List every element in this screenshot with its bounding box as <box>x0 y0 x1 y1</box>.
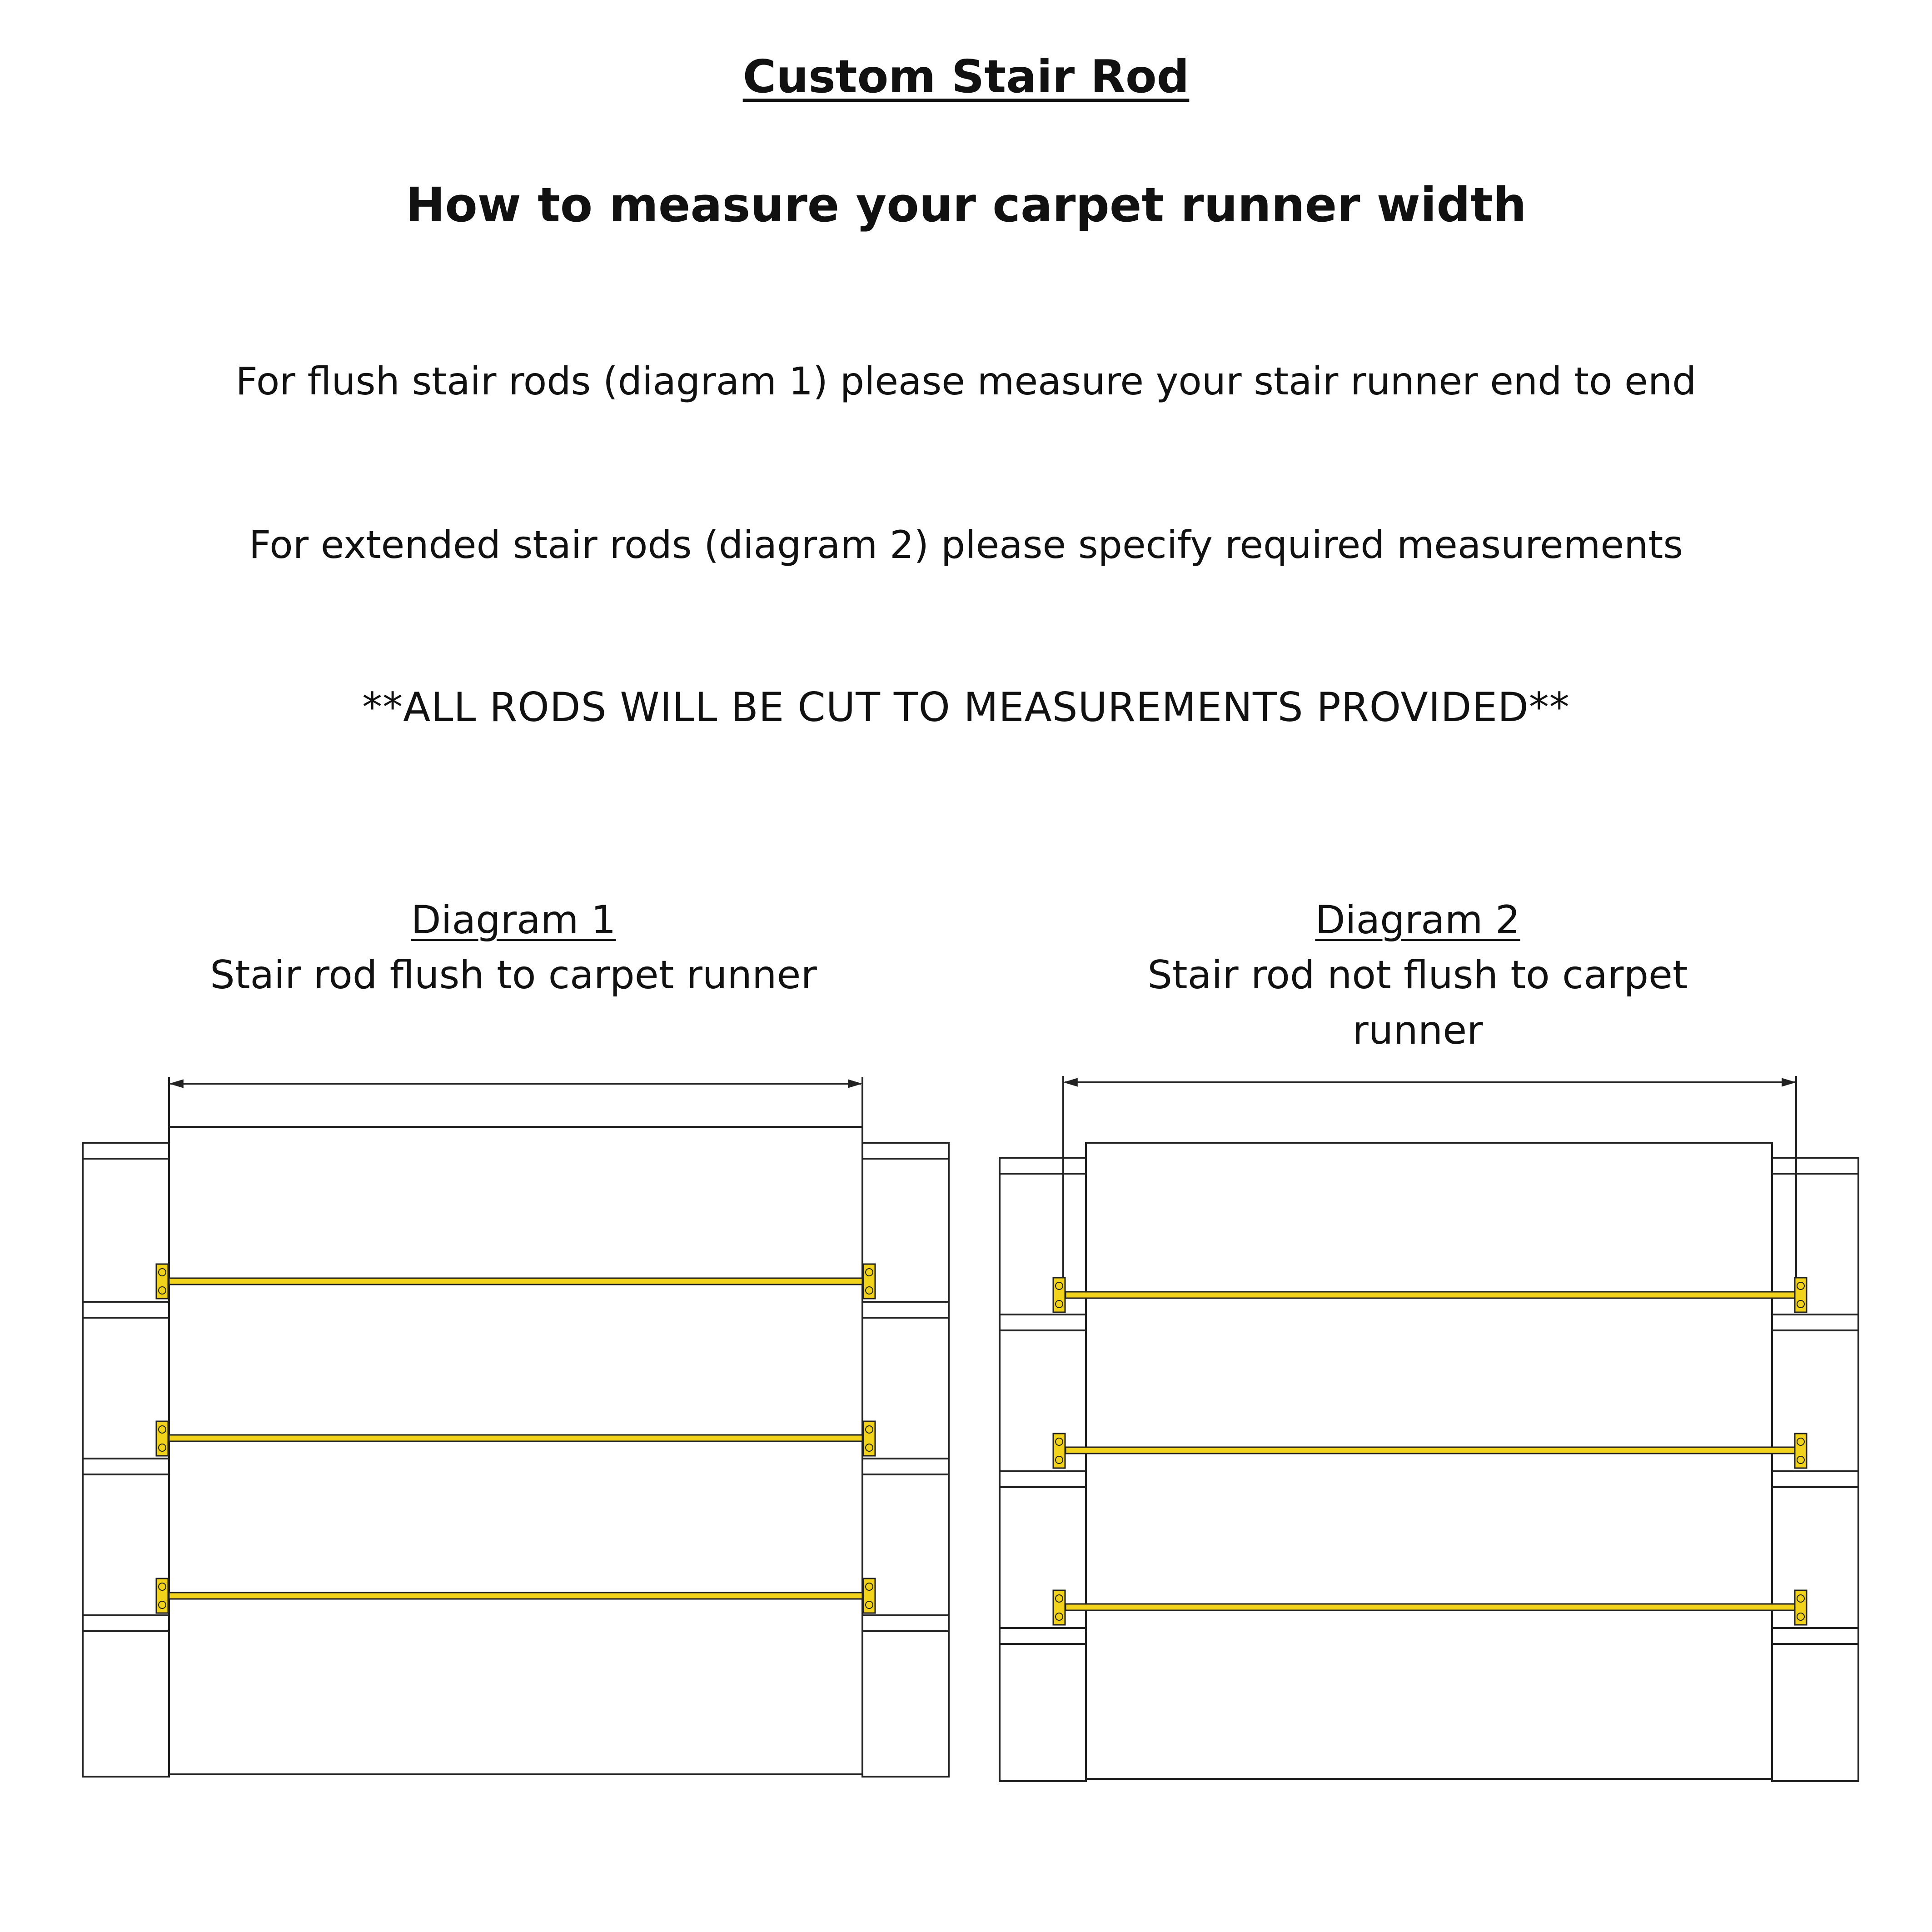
diagram-1-rod-2 <box>169 1435 862 1441</box>
diagram-1-carpet-runner <box>169 1127 862 1774</box>
diagram-1-bracket <box>863 1264 875 1299</box>
diagram-1-left-stringer <box>83 1143 169 1777</box>
diagram-2-rod-1 <box>1066 1292 1795 1298</box>
cut-notice: **ALL RODS WILL BE CUT TO MEASUREMENTS PROVIDED** <box>362 684 1570 731</box>
diagram-2-rod-3 <box>1066 1604 1795 1610</box>
diagram-2-bracket <box>1053 1278 1065 1312</box>
diagram-1-caption: Stair rod flush to carpet runner <box>210 952 817 998</box>
diagram-2-title: Diagram 2 <box>1315 897 1520 943</box>
instruction-flush: For flush stair rods (diagram 1) please measure your stair runner end to end <box>235 359 1697 403</box>
diagram-2-rod-2 <box>1066 1447 1795 1454</box>
page-subtitle: How to measure your carpet runner width <box>405 177 1527 233</box>
diagram-2-left-stringer <box>1000 1158 1086 1781</box>
diagram-1-right-stringer <box>862 1143 949 1777</box>
diagram-2-caption: Stair rod not flush to carpet runner <box>1147 952 1688 1053</box>
diagram-2-bracket <box>1053 1434 1065 1468</box>
diagram-2-bracket <box>1053 1590 1065 1625</box>
diagram-1-bracket <box>863 1578 875 1613</box>
instruction-extended: For extended stair rods (diagram 2) please specify required measurements <box>249 523 1683 567</box>
diagram-2-bracket <box>1795 1590 1807 1625</box>
diagram-1-rod-3 <box>169 1593 862 1599</box>
diagram-2-rods <box>1053 1278 1807 1625</box>
diagram-1-bracket <box>156 1578 168 1613</box>
page-title: Custom Stair Rod <box>742 50 1190 103</box>
diagram-2-bracket <box>1795 1434 1807 1468</box>
diagram-1-bracket <box>863 1421 875 1456</box>
diagram-2-carpet-runner <box>1086 1143 1772 1779</box>
diagram-1-bracket <box>156 1421 168 1456</box>
diagram-2-right-stringer <box>1772 1158 1858 1781</box>
diagram-1-rod-1 <box>169 1278 862 1285</box>
diagram-2-bracket <box>1795 1278 1807 1312</box>
diagram-1-rods <box>156 1264 875 1613</box>
diagram-1-bracket <box>156 1264 168 1299</box>
diagram-1-title: Diagram 1 <box>411 897 616 943</box>
